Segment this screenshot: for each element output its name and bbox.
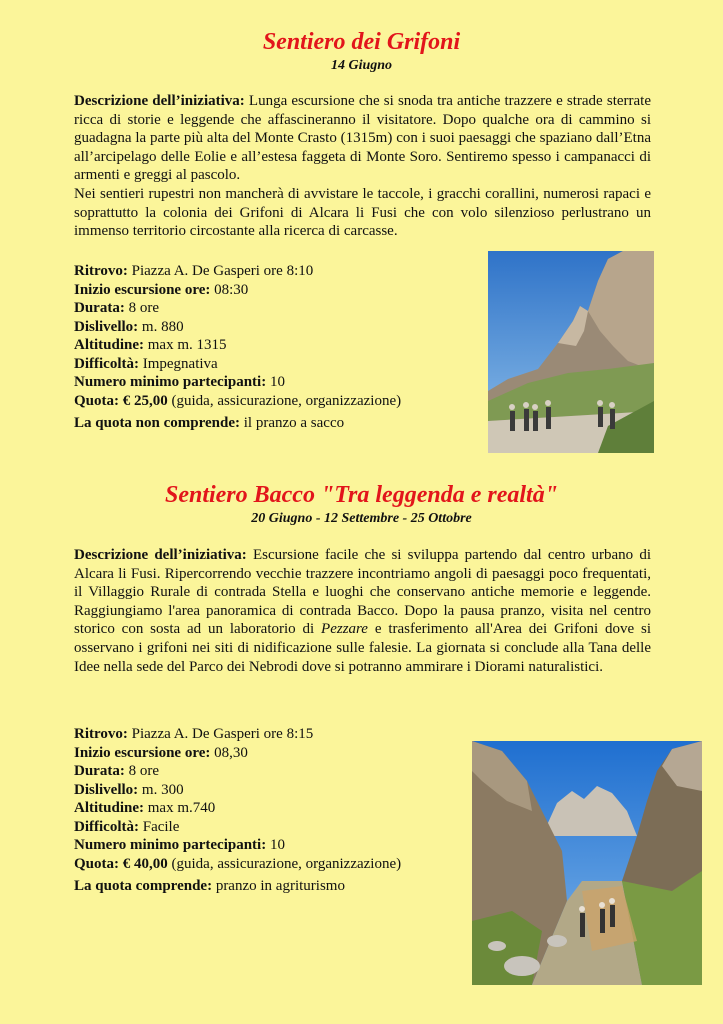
section1-date: 14 Giugno <box>330 58 393 73</box>
detail-row: Dislivello: m. 300 <box>74 781 184 798</box>
detail-row: Difficoltà: Impegnativa <box>74 355 218 372</box>
detail-row: Difficoltà: Facile <box>74 818 180 835</box>
detail-row: Inizio escursione ore: 08:30 <box>74 281 249 298</box>
section1-desc-label: Descrizione dell’iniziativa: <box>74 93 245 109</box>
detail-row: Ritrovo: Piazza A. De Gasperi ore 8:15 <box>74 726 314 742</box>
detail-row: La quota comprende: pranzo in agriturismo <box>74 878 345 894</box>
detail-row: Numero minimo partecipanti: 10 <box>74 837 285 853</box>
section2-title: Sentiero Bacco "Tra leggenda e realtà" <box>164 482 559 508</box>
detail-row: Dislivello: m. 880 <box>74 318 184 335</box>
section1-description <box>74 92 651 241</box>
detail-row: Numero minimo partecipanti: 10 <box>74 374 285 390</box>
section2-desc-label: Descrizione dell’iniziativa: <box>74 547 247 563</box>
mountain-trail-photo <box>488 251 654 453</box>
section2-date: 20 Giugno - 12 Settembre - 25 Ottobre <box>251 511 472 526</box>
section2-desc-italic: Pezzare <box>321 621 368 638</box>
canyon-trail-photo <box>472 741 702 985</box>
section1-title: Sentiero dei Grifoni <box>262 29 461 55</box>
detail-row: Quota: € 25,00 (guida, assicurazione, organizzazione) <box>74 392 402 409</box>
section1-details <box>74 262 494 433</box>
detail-row: La quota non comprende: il pranzo a sacco <box>74 415 345 431</box>
section1-desc-text2: Nei sentieri rupestri non mancherà di avvistare le taccole, i gracchi corallini, numerosi rapaci e soprattutto la colonia dei Grifoni di Alcara li Fusi che con volo silenzioso perlustrano un immenso territorio circostante alla ricerca di carcasse. <box>74 185 651 240</box>
section2-desc-text-b: e trasferimento all'Area dei Grifoni dove si osservano i grifoni nei siti di nidificazione sulle falesie. La giornata si conclude alla Tana delle Idee nella sede del Parco dei Nebrodi dove si potranno ammirare i Diorami naturalistici. <box>74 621 651 675</box>
detail-row: Ritrovo: Piazza A. De Gasperi ore 8:10 <box>74 263 314 279</box>
detail-row: Inizio escursione ore: 08,30 <box>74 744 248 761</box>
section1-desc-text: Lunga escursione che si snoda tra antiche trazzere e strade sterrate ricca di storie e leggende che affascineranno il visitatore. Dopo qualche ora di cammino si guadagna la parte più alta del Monte Crasto (1315m) con i suoi paesaggi che spaziano dall’Etna all’arcipelago delle Eolie e all’estesa faggeta di Monte Soro. Sentiremo spesso i campanacci di armenti e greggi al pascolo. <box>74 93 651 184</box>
detail-row: Altitudine: max m. 1315 <box>74 337 227 353</box>
section2-desc-text-a: Escursione facile che si sviluppa partendo dal centro urbano di Alcara li Fusi. Ripercorrendo vecchie trazzere incontriamo angoli di paesaggi poco frequentati, il Villaggio Rurale di contrada Stella e luoghi che conservano antiche memorie e leggende. Raggiungiamo l'area panoramica di contrada Bacco. Dopo la pausa pranzo, visita nel centro storico con sosta ad un laboratorio di <box>74 547 651 638</box>
detail-row: Durata: 8 ore <box>74 763 159 779</box>
section2-details <box>74 725 494 896</box>
detail-row: Durata: 8 ore <box>74 300 159 316</box>
section2-description <box>74 546 651 676</box>
detail-row: Altitudine: max m.740 <box>74 800 216 816</box>
detail-row: Quota: € 40,00 (guida, assicurazione, organizzazione) <box>74 855 402 872</box>
